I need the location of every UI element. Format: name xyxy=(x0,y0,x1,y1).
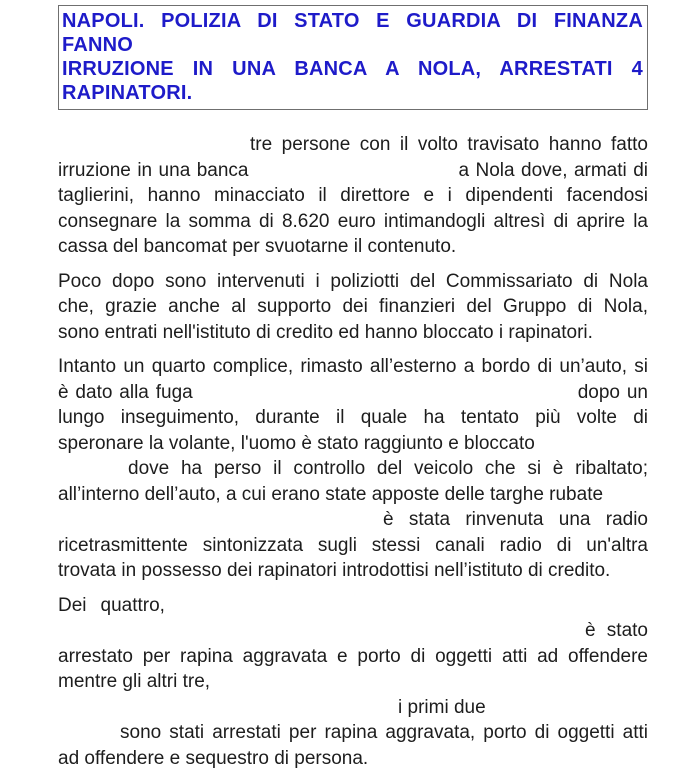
text-line xyxy=(58,158,648,184)
text-segment: irruzione in una banca xyxy=(58,160,248,181)
redaction-gap xyxy=(193,397,578,398)
text-line xyxy=(58,183,648,209)
text-line xyxy=(58,294,648,320)
text-segment: è stato xyxy=(585,620,648,641)
text-line xyxy=(58,269,648,295)
text-segment: dopo un xyxy=(578,382,648,403)
text-line xyxy=(58,234,648,260)
text-line xyxy=(58,558,648,584)
redaction-gap xyxy=(87,610,101,611)
redaction-gap xyxy=(58,524,383,525)
paragraph xyxy=(58,269,648,346)
text-segment: trovata in possesso dei rapinatori introdottisi nell’istituto di credito. xyxy=(58,560,610,581)
text-segment: sono stati arrestati per rapina aggravata, porto di oggetti atti xyxy=(120,722,648,743)
text-line xyxy=(58,456,648,482)
redaction-gap xyxy=(58,473,128,474)
text-segment: Dei xyxy=(58,595,87,616)
paragraph xyxy=(58,354,648,584)
text-line xyxy=(58,482,648,508)
text-segment: sono entrati nell'istituto di credito ed hanno bloccato i rapinatori. xyxy=(58,322,593,343)
title-box xyxy=(58,5,648,110)
text-segment: è stata rinvenuta una radio xyxy=(383,509,648,530)
text-segment: arrestato per rapina aggravata e porto di oggetti atti ad offendere xyxy=(58,646,648,667)
text-segment: consegnare la somma di 8.620 euro intimandogli altresì di aprire la xyxy=(58,211,648,232)
redaction-gap xyxy=(58,635,585,636)
text-segment: taglierini, hanno minacciato il direttore e i dipendenti facendosi xyxy=(58,185,648,206)
text-line xyxy=(58,593,648,619)
text-line xyxy=(58,431,648,457)
text-segment: Intanto un quarto complice, rimasto all’esterno a bordo di un’auto, si xyxy=(58,356,648,377)
redaction-gap xyxy=(58,737,120,738)
title-line: NAPOLI. POLIZIA DI STATO E GUARDIA DI FINANZA FANNO xyxy=(62,9,643,57)
text-segment: speronare la volante, l'uomo è stato raggiunto e bloccato xyxy=(58,433,535,454)
text-segment: a Nola dove, armati di xyxy=(458,160,648,181)
title-line: RAPINATORI. xyxy=(62,81,643,105)
paragraph xyxy=(58,132,648,260)
paragraph xyxy=(58,593,648,771)
text-segment: quattro, xyxy=(101,595,165,616)
text-line xyxy=(58,209,648,235)
title-line: IRRUZIONE IN UNA BANCA A NOLA, ARRESTATI 4 xyxy=(62,57,643,81)
text-line xyxy=(58,507,648,533)
text-line xyxy=(58,533,648,559)
text-line xyxy=(58,669,648,695)
text-segment: i primi due xyxy=(398,697,486,718)
text-line xyxy=(58,320,648,346)
redaction-gap xyxy=(58,149,250,150)
text-line xyxy=(58,132,648,158)
text-segment: è dato alla fuga xyxy=(58,382,193,403)
text-line xyxy=(58,405,648,431)
text-segment: all’interno dell’auto, a cui erano state apposte delle targhe rubate xyxy=(58,484,603,505)
text-segment: tre persone con il volto travisato hanno fatto xyxy=(250,134,648,155)
text-segment: dove ha perso il controllo del veicolo che si è ribaltato; xyxy=(128,458,648,479)
text-line xyxy=(58,720,648,746)
text-line xyxy=(58,695,648,721)
text-line xyxy=(58,354,648,380)
text-line xyxy=(58,380,648,406)
text-segment: lungo inseguimento, durante il quale ha tentato più volte di xyxy=(58,407,648,428)
text-line xyxy=(58,746,648,771)
document-body xyxy=(58,132,648,771)
redaction-gap xyxy=(248,175,458,176)
text-segment: cassa del bancomat per svuotarne il contenuto. xyxy=(58,236,456,257)
text-segment: ricetrasmittente sintonizzata sugli stessi canali radio di un'altra xyxy=(58,535,648,556)
text-line xyxy=(58,618,648,644)
text-segment: mentre gli altri tre, xyxy=(58,671,210,692)
text-segment: che, grazie anche al supporto dei finanzieri del Gruppo di Nola, xyxy=(58,296,648,317)
redaction-gap xyxy=(58,712,398,713)
text-segment: Poco dopo sono intervenuti i poliziotti del Commissariato di Nola xyxy=(58,271,648,292)
text-line xyxy=(58,644,648,670)
text-segment: ad offendere e sequestro di persona. xyxy=(58,748,368,769)
